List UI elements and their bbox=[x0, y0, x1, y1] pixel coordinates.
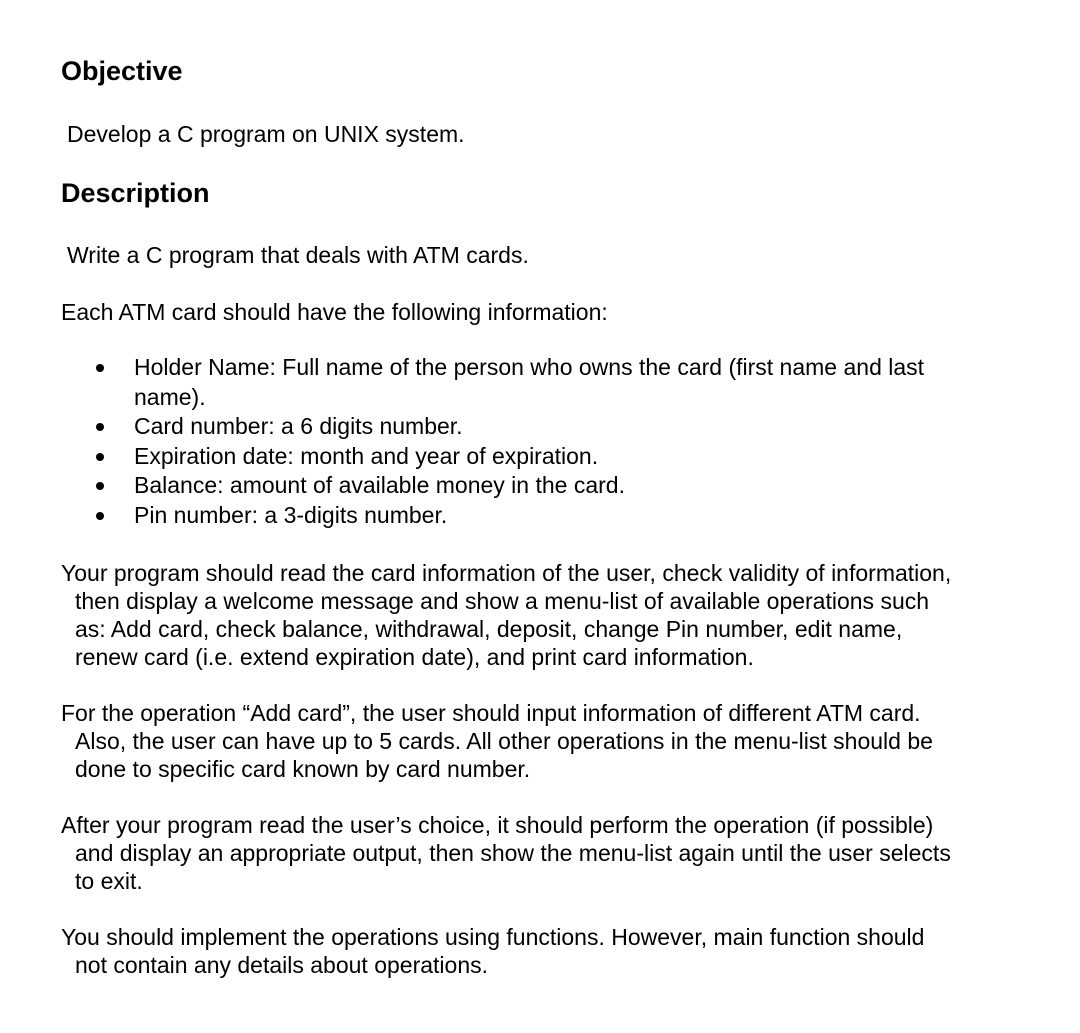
paragraph-line: done to specific card known by card number. bbox=[75, 756, 531, 782]
paragraph-line: After your program read the user’s choice, it should perform the operation (if possible) bbox=[61, 812, 934, 838]
list-item-text: name). bbox=[134, 383, 206, 410]
paragraph-line: renew card (i.e. extend expiration date), and print card information. bbox=[75, 644, 754, 670]
card-info-intro: Each ATM card should have the following information: bbox=[61, 299, 608, 325]
objective-text: Develop a C program on UNIX system. bbox=[67, 121, 465, 147]
bullet-icon bbox=[96, 482, 104, 490]
list-item-text: Pin number: a 3-digits number. bbox=[134, 501, 448, 528]
list-item bbox=[96, 412, 996, 442]
bullet-icon bbox=[96, 364, 104, 372]
paragraph-line: Also, the user can have up to 5 cards. All other operations in the menu-list should be bbox=[75, 728, 933, 754]
bullet-icon bbox=[96, 423, 104, 431]
paragraph-line: and display an appropriate output, then show the menu-list again until the user selects bbox=[75, 840, 951, 866]
paragraph-line: then display a welcome message and show a menu-list of available operations such bbox=[75, 588, 930, 614]
paragraph-line: For the operation “Add card”, the user should input information of different ATM card. bbox=[61, 700, 921, 726]
bullet-icon bbox=[96, 453, 104, 461]
list-item-text: Expiration date: month and year of expiration. bbox=[134, 442, 599, 469]
list-item-text: Card number: a 6 digits number. bbox=[134, 413, 463, 439]
paragraph-line: as: Add card, check balance, withdrawal, deposit, change Pin number, edit name, bbox=[75, 616, 903, 642]
paragraph-line: Your program should read the card information of the user, check validity of information, bbox=[61, 560, 952, 586]
list-item-text: Holder Name: Full name of the person who owns the card (first name and last bbox=[134, 354, 925, 380]
bullet-icon bbox=[96, 512, 104, 520]
paragraph-line: to exit. bbox=[75, 868, 143, 894]
card-info-list bbox=[96, 353, 996, 530]
list-item-text: Balance: amount of available money in the card. bbox=[134, 472, 625, 498]
paragraph-add-card bbox=[61, 699, 933, 783]
paragraph-line: not contain any details about operations. bbox=[75, 952, 489, 978]
paragraph-functions bbox=[61, 923, 924, 979]
list-item bbox=[96, 501, 996, 531]
list-item bbox=[96, 353, 996, 412]
list-item bbox=[96, 442, 996, 472]
paragraph-program-flow bbox=[61, 559, 951, 671]
objective-heading: Objective bbox=[61, 56, 183, 86]
description-intro: Write a C program that deals with ATM cards. bbox=[67, 242, 529, 268]
description-heading: Description bbox=[61, 178, 210, 208]
paragraph-line: You should implement the operations using functions. However, main function should bbox=[61, 924, 925, 950]
paragraph-user-choice bbox=[61, 811, 951, 895]
list-item bbox=[96, 471, 996, 501]
